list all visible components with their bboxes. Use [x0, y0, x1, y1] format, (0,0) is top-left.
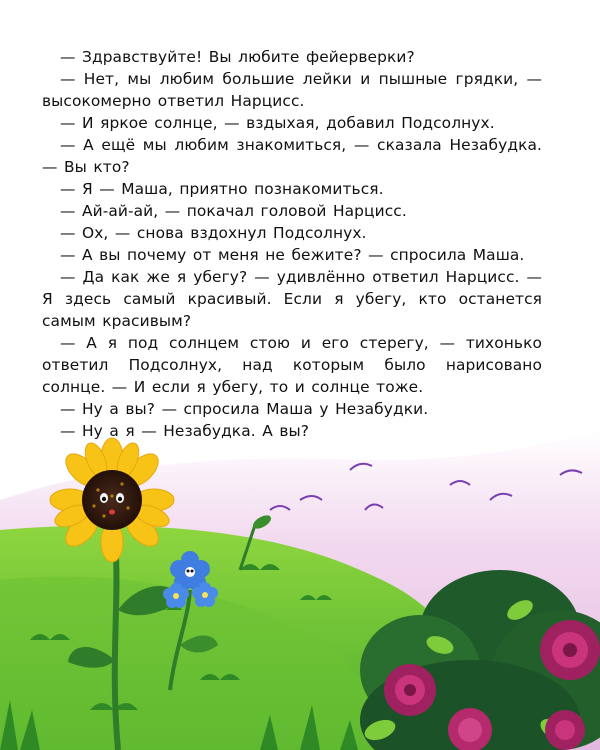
paragraph: — Нет, мы любим большие лейки и пышные грядки, — высокомерно ответил Нарцисс.: [42, 70, 542, 110]
paragraph: — Ну а вы? — спросила Маша у Незабудки.: [60, 400, 429, 418]
sunflower: [50, 438, 174, 562]
paragraph: — Да как же я убегу? — удивлённо ответил Нарцисс. — Я здесь самый красивый. Если я убегу, кто останется самым красивым?: [42, 268, 542, 330]
paragraph: — А я под солнцем стою и его стерегу, — тихонько ответил Подсолнух, над которым было нарисовано солнце. — И если я убегу, то и солнце тоже.: [42, 334, 542, 396]
story-text: [42, 46, 542, 442]
paragraph: — Ну а я — Незабудка. А вы?: [60, 422, 310, 440]
paragraph: — Я — Маша, приятно познакомиться.: [60, 180, 384, 198]
meadow-illustration: [0, 430, 600, 750]
paragraph: — Ох, — снова вздохнул Подсолнух.: [60, 224, 367, 242]
paragraph: — И яркое солнце, — вздыхая, добавил Подсолнух.: [60, 114, 495, 132]
paragraph: — А вы почему от меня не бежите? — спросила Маша.: [60, 246, 525, 264]
paragraph: — А ещё мы любим знакомиться, — сказала Незабудка. — Вы кто?: [42, 136, 542, 176]
paragraph: — Ай-ай-ай, — покачал головой Нарцисс.: [60, 202, 407, 220]
paragraph: — Здравствуйте! Вы любите фейерверки?: [60, 48, 415, 66]
